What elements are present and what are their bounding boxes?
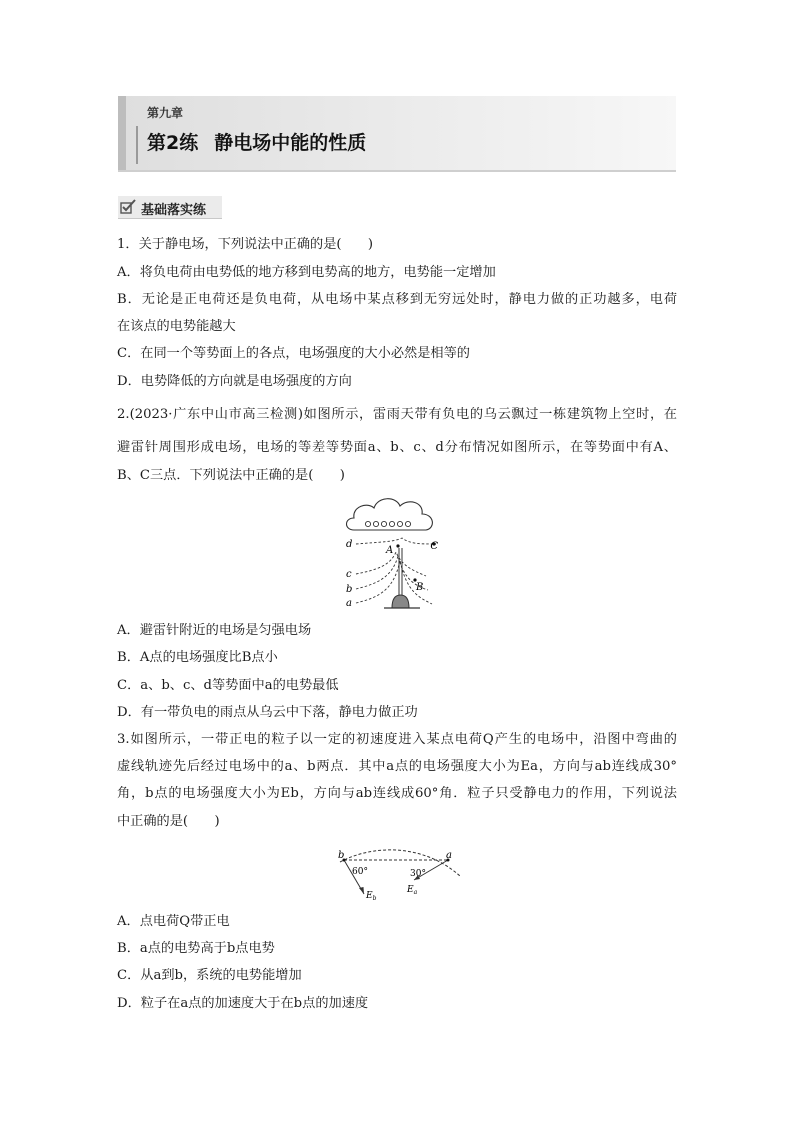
chapter-header <box>118 96 676 172</box>
exercise-number: 第2练 <box>147 132 199 154</box>
checkbox-check-icon <box>120 199 137 214</box>
angle-60: 60° <box>352 867 368 877</box>
lightning-rod <box>384 548 420 608</box>
q1-option-b: B．无论是正电荷还是负电荷，从电场中某点移到无穷远处时，静电力做的正功越多，电荷 <box>117 292 677 307</box>
figure-trajectory <box>334 848 464 904</box>
label-Eb: $E_b$ <box>366 891 377 902</box>
q3-stem-cont2: 角，b点的电场强度大小为Eb，方向与ab连线成60°角．粒子只受静电力的作用，下列说法 <box>117 786 677 801</box>
q3-stem-cont3: 中正确的是( ) <box>117 814 220 829</box>
label-B: B <box>416 582 424 593</box>
exercise-title: 静电场中能的性质 <box>214 132 367 154</box>
section-label: 基础落实练 <box>141 203 207 218</box>
label-Ea: $E_a$ <box>407 885 418 896</box>
q2-stem-cont2: B、C三点．下列说法中正确的是( ) <box>117 468 345 483</box>
section-tag <box>118 196 222 219</box>
q2-option-c: C．a、b、c、d等势面中a的电势最低 <box>117 678 339 693</box>
arrowhead-Eb <box>359 887 364 894</box>
equipotential-lines <box>356 538 436 604</box>
q3-option-c: C．从a到b，系统的电势能增加 <box>117 968 302 983</box>
label-b: b <box>338 850 345 861</box>
label-d: d <box>346 539 353 550</box>
label-C: C <box>430 541 438 552</box>
label-c: c <box>346 569 352 580</box>
q2-stem: 2.(2023·广东中山市高三检测)如图所示，雷雨天带有负电的乌云飘过一栋建筑物上空时，在 <box>117 407 677 422</box>
label-a: a <box>446 850 452 861</box>
q1-option-c: C．在同一个等势面上的各点，电场强度的大小必然是相等的 <box>117 346 470 361</box>
q1-option-a: A．将负电荷由电势低的地方移到电势高的地方，电势能一定增加 <box>117 265 496 280</box>
cloud-charges <box>365 521 410 526</box>
point-A <box>396 544 399 547</box>
q3-option-a: A．点电荷Q带正电 <box>117 914 230 929</box>
label-b: b <box>346 584 353 595</box>
q3-stem-cont1: 虚线轨迹先后经过电场中的a、b两点．其中a点的电场强度大小为Ea，方向与ab连线成30° <box>117 759 677 774</box>
q3-stem: 3.如图所示，一带正电的粒子以一定的初速度进入某点电荷Q产生的电场中，沿图中弯曲的 <box>117 732 677 747</box>
title-separator <box>136 126 138 164</box>
angle-30: 30° <box>410 869 426 879</box>
page-title <box>147 128 366 155</box>
q1-stem: 1．关于静电场，下列说法中正确的是( ) <box>117 237 374 252</box>
q2-option-b: B．A点的电场强度比B点小 <box>117 650 278 665</box>
label-a: a <box>346 598 352 609</box>
q2-option-d: D．有一带负电的雨点从乌云中下落，静电力做正功 <box>117 705 418 720</box>
q2-option-a: A．避雷针附近的电场是匀强电场 <box>117 623 312 638</box>
q1-option-d: D．电势降低的方向就是电场强度的方向 <box>117 374 352 389</box>
q3-option-b: B．a点的电势高于b点电势 <box>117 941 275 956</box>
q2-stem-cont1: 避雷针周围形成电场，电场的等差等势面a、b、c、d分布情况如图所示，在等势面中有A、 <box>117 440 677 455</box>
q3-option-d: D．粒子在a点的加速度大于在b点的加速度 <box>117 996 369 1011</box>
q1-option-b-cont: 在该点的电势能越大 <box>117 319 236 334</box>
label-A: A <box>386 545 394 556</box>
figure-lightning-rod <box>340 494 440 616</box>
header-accent-bar <box>118 96 126 170</box>
chapter-label: 第九章 <box>147 106 184 120</box>
